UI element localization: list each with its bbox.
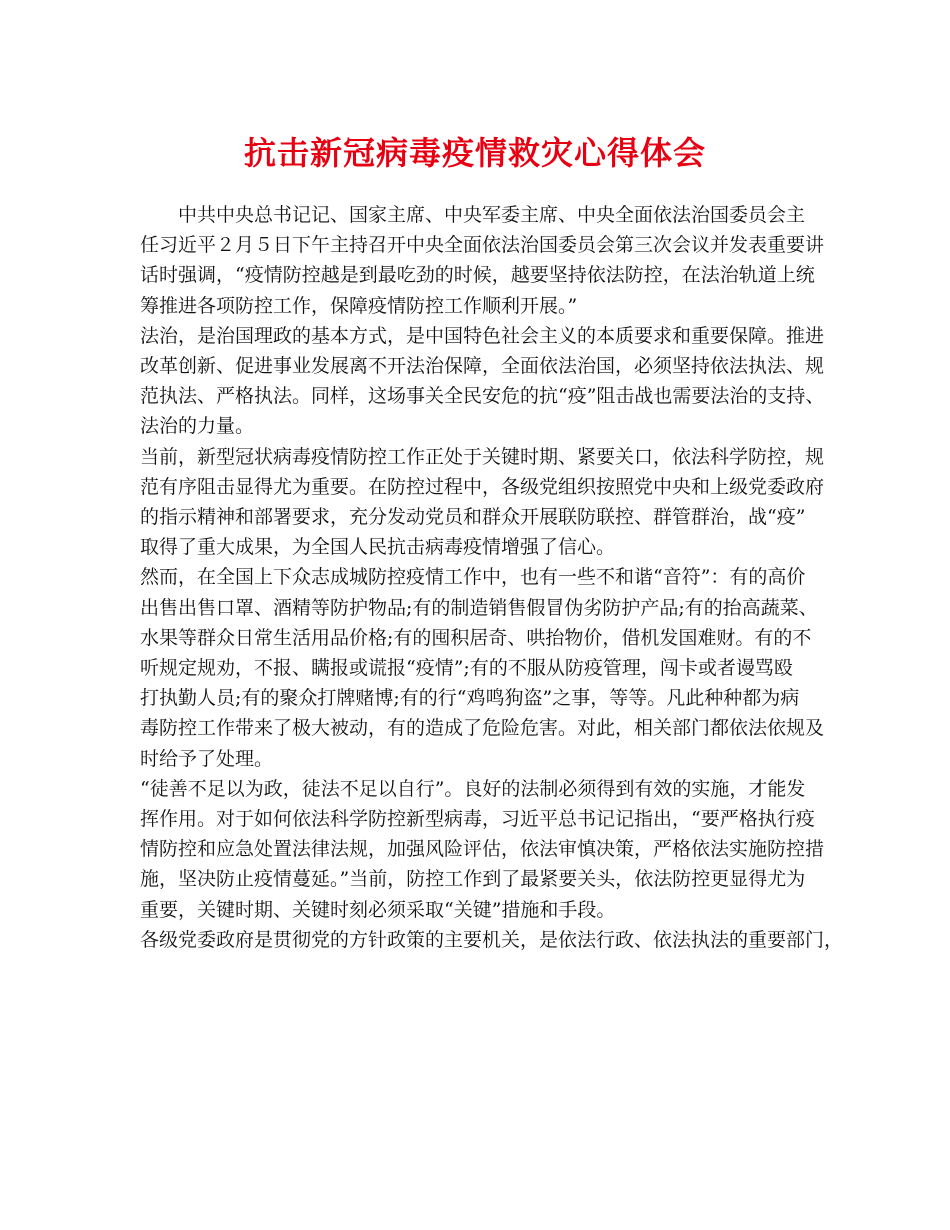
text-line: 施，坚决防止疫情蔓延。”当前，防控工作到了最紧要关头，依法防控更显得尤为 [140, 868, 806, 890]
text-line: 中共中央总书记记、国家主席、中央军委主席、中央全面依法治国委员会主 [140, 204, 806, 226]
text-line: 范执法、严格执法。同样，这场事关全民安危的抗“疫”阻击战也需要法治的支持、 [140, 385, 825, 407]
text-line: 听规定规劝，不报、瞒报或谎报“疫情”;有的不服从防疫管理，闯卡或者谩骂殴 [140, 657, 793, 679]
text-line: 改革创新、促进事业发展离不开法治保障，全面依法治国，必须坚持依法执法、规 [140, 355, 825, 377]
text-line: 话时强调，“疫情防控越是到最吃劲的时候，越要坚持依法防控，在法治轨道上统 [140, 264, 815, 286]
text-line: 的指示精神和部署要求，充分发动党员和群众开展联防联控、群管群治，战“疫” [140, 506, 806, 528]
text-line: 重要，关键时期、关键时刻必须采取“关键”措施和手段。 [140, 899, 616, 921]
text-line: 当前，新型冠状病毒疫情防控工作正处于关键时期、紧要关口，依法科学防控，规 [140, 446, 825, 468]
text-line: 范有序阻击显得尤为重要。在防控过程中，各级党组织按照党中央和上级党委政府 [140, 476, 825, 498]
text-line: 法治的力量。 [140, 415, 255, 437]
text-line: 挥作用。对于如何依法科学防控新型病毒，习近平总书记记指出，“要严格执行疫 [140, 808, 815, 830]
document-title: 抗击新冠病毒疫情救灾心得体会 [243, 134, 706, 172]
text-line: 筹推进各项防控工作，保障疫情防控工作顺利开展。” [140, 295, 578, 317]
text-line: 打执勤人员;有的聚众打牌赌博;有的行“鸡鸣狗盗”之事，等等。凡此种种都为病 [140, 687, 800, 709]
text-line: 取得了重大成果，为全国人民抗击病毒疫情增强了信心。 [140, 536, 616, 558]
text-line: 任习近平２月５日下午主持召开中央全面依法治国委员会第三次会议并发表重要讲 [140, 234, 825, 256]
text-line: 水果等群众日常生活用品价格;有的囤积居奇、哄抬物价，借机发国难财。有的不 [140, 627, 812, 649]
text-line: 然而，在全国上下众志成城防控疫情工作中，也有一些不和谐“音符”：有的高价 [140, 566, 806, 588]
text-line: 各级党委政府是贯彻党的方针政策的主要机关，是依法行政、依法执法的重要部门， [140, 929, 844, 951]
text-line: 毒防控工作带来了极大被动，有的造成了危险危害。对此，相关部门都依法依规及 [140, 717, 825, 739]
text-line: “徒善不足以为政，徒法不足以自行”。良好的法制必须得到有效的实施，才能发 [140, 778, 806, 800]
text-line: 情防控和应急处置法律法规，加强风险评估，依法审慎决策，严格依法实施防控措 [140, 838, 825, 860]
text-line: 出售出售口罩、酒精等防护物品;有的制造销售假冒伪劣防护产品;有的抬高蔬菜、 [140, 597, 818, 619]
text-line: 法治，是治国理政的基本方式，是中国特色社会主义的本质要求和重要保障。推进 [140, 325, 825, 347]
text-line: 时给予了处理。 [140, 748, 274, 770]
